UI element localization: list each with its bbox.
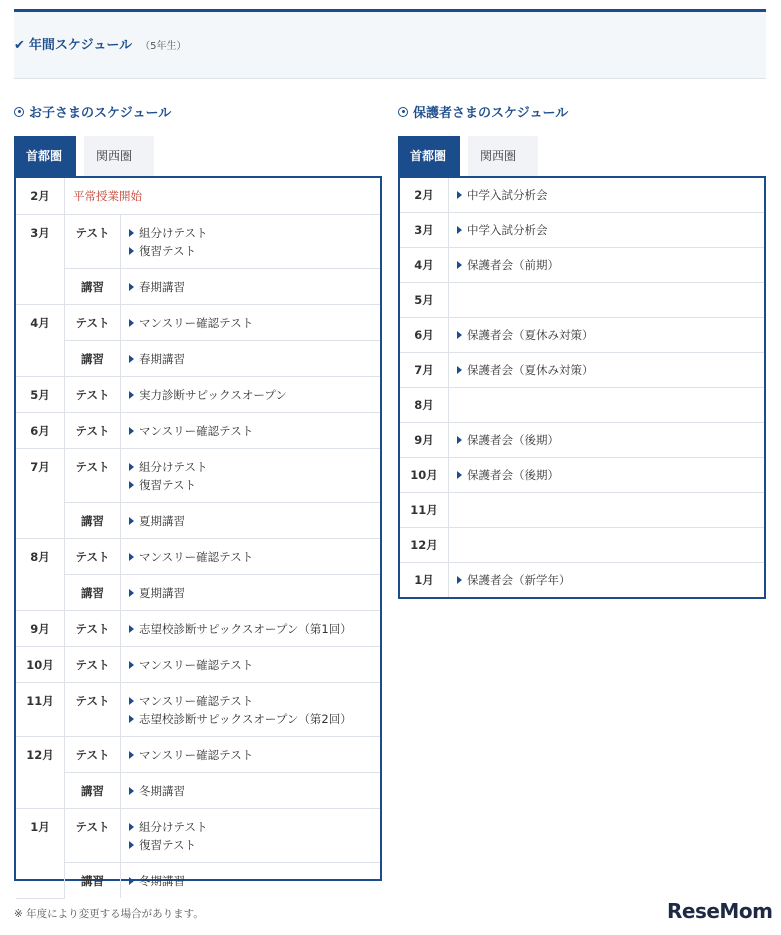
caret-right-icon [457, 366, 462, 374]
caret-right-icon [457, 191, 462, 199]
list-item-label: 組分けテスト [139, 226, 208, 240]
list-item-label: 保護者会（夏休み対策） [467, 328, 594, 342]
table-row [16, 178, 380, 215]
caret-right-icon [129, 661, 134, 669]
table-row [400, 213, 764, 248]
month-cell: 9月 [400, 423, 449, 458]
items-cell [449, 248, 765, 283]
caret-right-icon [129, 283, 134, 291]
caret-right-icon [129, 751, 134, 759]
list-item[interactable] [457, 432, 764, 448]
list-item-label: 志望校診断サピックスオープン（第1回） [139, 622, 352, 636]
category-cell: 講習 [65, 773, 121, 809]
table-row [16, 863, 380, 899]
tab-kansai[interactable]: 関西圏 [84, 136, 154, 176]
category-cell: テスト [65, 449, 121, 503]
items-cell [121, 449, 381, 503]
caret-right-icon [129, 625, 134, 633]
month-cell: 12月 [400, 528, 449, 563]
list-item-label: 中学入試分析会 [467, 188, 548, 202]
table-row [16, 773, 380, 809]
items-cell [449, 178, 765, 213]
list-item-label: 夏期講習 [139, 586, 185, 600]
month-cell: 6月 [16, 413, 65, 449]
items-cell [449, 353, 765, 388]
list-item[interactable] [129, 692, 380, 710]
list-item-label: マンスリー確認テスト [139, 424, 254, 438]
caret-right-icon [457, 471, 462, 479]
check-icon: ✔ [14, 38, 25, 53]
table-row [400, 248, 764, 283]
list-item[interactable] [129, 242, 380, 260]
category-cell: テスト [65, 611, 121, 647]
table-row [400, 528, 764, 563]
items-cell [121, 863, 381, 899]
caret-right-icon [129, 319, 134, 327]
items-cell [121, 377, 381, 413]
page-title: ✔ 年間スケジュール （5年生） [14, 38, 187, 53]
caret-right-icon [129, 355, 134, 363]
table-row [400, 353, 764, 388]
category-cell: テスト [65, 809, 121, 863]
table-row [16, 737, 380, 773]
list-item-label: マンスリー確認テスト [139, 748, 254, 762]
month-cell: 12月 [16, 737, 65, 809]
list-item-label: 復習テスト [139, 838, 197, 852]
list-item-label: 組分けテスト [139, 820, 208, 834]
category-cell: テスト [65, 215, 121, 269]
items-cell [449, 283, 765, 318]
table-row [16, 413, 380, 449]
list-item[interactable] [129, 278, 380, 296]
list-item[interactable] [129, 350, 380, 368]
items-cell [121, 683, 381, 737]
list-item[interactable] [129, 584, 380, 602]
list-item[interactable] [129, 710, 380, 728]
items-cell [449, 493, 765, 528]
footnote: ※ 年度により変更する場合があります。 [14, 908, 204, 920]
month-cell: 5月 [16, 377, 65, 413]
tab-shutoken[interactable]: 首都圏 [14, 136, 76, 176]
items-cell [121, 215, 381, 269]
list-item[interactable] [129, 782, 380, 800]
items-cell [449, 213, 765, 248]
month-cell: 4月 [16, 305, 65, 377]
list-item-label: 保護者会（後期） [467, 468, 559, 482]
list-item[interactable] [129, 476, 380, 494]
items-cell [121, 647, 381, 683]
note-cell [65, 178, 381, 215]
caret-right-icon [457, 576, 462, 584]
month-cell: 10月 [16, 647, 65, 683]
items-cell [121, 503, 381, 539]
items-cell [121, 773, 381, 809]
table-row [16, 611, 380, 647]
month-cell: 10月 [400, 458, 449, 493]
month-cell: 6月 [400, 318, 449, 353]
month-cell: 11月 [400, 493, 449, 528]
caret-right-icon [129, 247, 134, 255]
caret-right-icon [129, 517, 134, 525]
list-item[interactable] [457, 187, 764, 203]
month-cell: 7月 [400, 353, 449, 388]
child-schedule-table [14, 176, 382, 888]
month-cell: 1月 [16, 809, 65, 899]
caret-right-icon [129, 553, 134, 561]
caret-right-icon [129, 697, 134, 705]
month-cell: 1月 [400, 563, 449, 598]
category-cell: 講習 [65, 341, 121, 377]
caret-right-icon [129, 877, 134, 885]
items-cell [449, 318, 765, 353]
circle-dot-icon [398, 107, 408, 117]
list-item[interactable] [457, 362, 764, 378]
caret-right-icon [129, 427, 134, 435]
list-item[interactable] [129, 548, 380, 566]
table-row [400, 563, 764, 598]
items-cell [121, 305, 381, 341]
list-item-label: 冬期講習 [139, 874, 185, 888]
category-cell: テスト [65, 377, 121, 413]
month-cell: 3月 [400, 213, 449, 248]
month-cell: 2月 [400, 178, 449, 213]
list-item[interactable] [457, 467, 764, 483]
list-item-label: マンスリー確認テスト [139, 550, 254, 564]
caret-right-icon [129, 589, 134, 597]
category-cell: テスト [65, 539, 121, 575]
month-cell: 4月 [400, 248, 449, 283]
category-cell: テスト [65, 647, 121, 683]
resemom-logo: ReseMom [667, 899, 773, 923]
table-row [16, 809, 380, 863]
list-item-label: マンスリー確認テスト [139, 694, 254, 708]
list-item[interactable] [457, 257, 764, 273]
list-item-label: 志望校診断サピックスオープン（第2回） [139, 712, 352, 726]
category-cell: テスト [65, 305, 121, 341]
items-cell [449, 388, 765, 423]
caret-right-icon [129, 715, 134, 723]
category-cell: テスト [65, 683, 121, 737]
items-cell [449, 528, 765, 563]
list-item-label: 冬期講習 [139, 784, 185, 798]
items-cell [121, 539, 381, 575]
table-row [16, 449, 380, 503]
month-cell: 2月 [16, 178, 65, 215]
month-cell: 5月 [400, 283, 449, 318]
list-item[interactable] [129, 386, 380, 404]
list-item-label: 保護者会（前期） [467, 258, 559, 272]
table-row [400, 493, 764, 528]
list-item-label: 組分けテスト [139, 460, 208, 474]
table-row [16, 503, 380, 539]
table-row [16, 377, 380, 413]
list-item-label: 復習テスト [139, 244, 197, 258]
parent-region-tabs [398, 136, 538, 176]
circle-dot-icon [14, 107, 24, 117]
list-item[interactable] [129, 224, 380, 242]
list-item[interactable] [129, 656, 380, 674]
list-item[interactable] [129, 818, 380, 836]
month-cell: 8月 [16, 539, 65, 611]
category-cell: テスト [65, 737, 121, 773]
table-row [16, 575, 380, 611]
tab-kansai[interactable]: 関西圏 [468, 136, 538, 176]
caret-right-icon [129, 841, 134, 849]
table-row [400, 283, 764, 318]
parent-schedule-heading: 保護者さまのスケジュール [398, 102, 568, 121]
schedule-note: 平常授業開始 [73, 189, 142, 203]
list-item[interactable] [457, 572, 764, 588]
month-cell: 7月 [16, 449, 65, 539]
list-item[interactable] [129, 872, 380, 890]
child-region-tabs [14, 136, 154, 176]
items-cell [121, 809, 381, 863]
list-item-label: 春期講習 [139, 352, 185, 366]
month-cell: 8月 [400, 388, 449, 423]
caret-right-icon [129, 823, 134, 831]
list-item[interactable] [129, 458, 380, 476]
month-cell: 3月 [16, 215, 65, 305]
table-row [16, 215, 380, 269]
category-cell: 講習 [65, 863, 121, 899]
caret-right-icon [129, 391, 134, 399]
list-item-label: 保護者会（夏休み対策） [467, 363, 594, 377]
list-item[interactable] [129, 422, 380, 440]
child-schedule-heading: お子さまのスケジュール [14, 102, 171, 121]
list-item[interactable] [129, 836, 380, 854]
month-cell: 11月 [16, 683, 65, 737]
caret-right-icon [129, 229, 134, 237]
list-item[interactable] [129, 314, 380, 332]
caret-right-icon [457, 226, 462, 234]
category-cell: 講習 [65, 575, 121, 611]
table-row [16, 341, 380, 377]
table-row [16, 683, 380, 737]
list-item-label: 実力診断サピックスオープン [139, 388, 287, 402]
items-cell [449, 458, 765, 493]
list-item-label: マンスリー確認テスト [139, 316, 254, 330]
table-row [16, 305, 380, 341]
caret-right-icon [129, 787, 134, 795]
tab-shutoken[interactable]: 首都圏 [398, 136, 460, 176]
table-row [16, 269, 380, 305]
list-item-label: 復習テスト [139, 478, 197, 492]
list-item-label: 保護者会（新学年） [467, 573, 571, 587]
table-row [400, 423, 764, 458]
list-item-label: 保護者会（後期） [467, 433, 559, 447]
table-row [400, 388, 764, 423]
parent-schedule-table [398, 176, 766, 599]
items-cell [121, 413, 381, 449]
list-item-label: 春期講習 [139, 280, 185, 294]
list-item[interactable] [457, 327, 764, 343]
items-cell [121, 341, 381, 377]
caret-right-icon [129, 463, 134, 471]
table-row [16, 647, 380, 683]
category-cell: テスト [65, 413, 121, 449]
items-cell [121, 611, 381, 647]
table-row [16, 539, 380, 575]
category-cell: 講習 [65, 503, 121, 539]
items-cell [449, 423, 765, 458]
caret-right-icon [457, 261, 462, 269]
table-row [400, 458, 764, 493]
table-row [400, 318, 764, 353]
items-cell [449, 563, 765, 598]
items-cell [121, 575, 381, 611]
list-item[interactable] [457, 222, 764, 238]
caret-right-icon [457, 331, 462, 339]
table-row [400, 178, 764, 213]
list-item[interactable] [129, 746, 380, 764]
caret-right-icon [457, 436, 462, 444]
list-item[interactable] [129, 512, 380, 530]
caret-right-icon [129, 481, 134, 489]
list-item[interactable] [129, 620, 380, 638]
list-item-label: 夏期講習 [139, 514, 185, 528]
list-item-label: 中学入試分析会 [467, 223, 548, 237]
items-cell [121, 737, 381, 773]
list-item-label: マンスリー確認テスト [139, 658, 254, 672]
category-cell: 講習 [65, 269, 121, 305]
items-cell [121, 269, 381, 305]
month-cell: 9月 [16, 611, 65, 647]
